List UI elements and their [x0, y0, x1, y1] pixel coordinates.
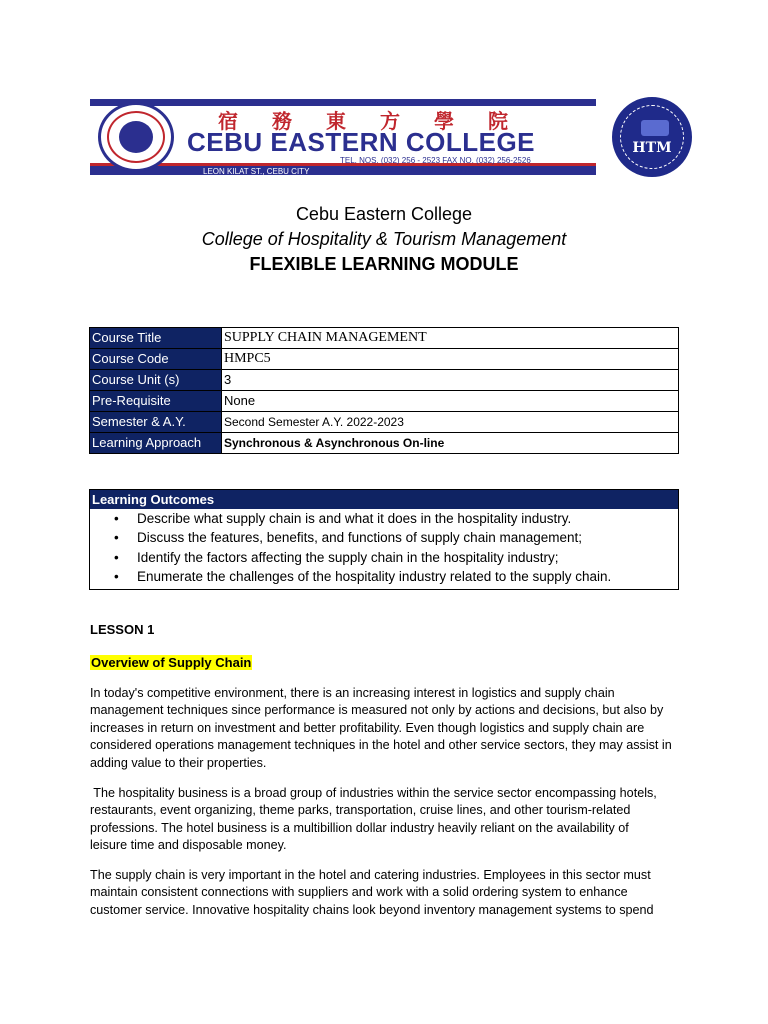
chinese-college-name: 宿務東方學院: [218, 109, 542, 133]
learning-outcomes-list: [90, 509, 678, 589]
course-title-label: Course Title: [90, 328, 222, 349]
lesson-number: LESSON 1: [90, 622, 155, 637]
paragraph-line: restaurants, event organizing, theme parks, transportation, cruise lines, and other tourism-related: [90, 803, 631, 818]
course-code-label: Course Code: [90, 349, 222, 370]
paragraph-line: maintain consistent connections with suppliers and work with a solid ordering system to enhance: [90, 885, 628, 900]
bullet-icon: •: [114, 569, 119, 585]
table-row: [90, 349, 679, 370]
paragraph-line: leisure time and disposable money.: [90, 838, 287, 853]
table-row: [90, 370, 679, 391]
paragraph-line: professions. The hotel business is a multibillion dollar industry heavily reliant on the availability of: [90, 820, 629, 835]
outcome-text: Discuss the features, benefits, and functions of supply chain management;: [137, 530, 583, 546]
college-email: EMAIL: cebueasterncollege1915@yahoo.com: [340, 165, 503, 174]
paragraph-2: [90, 785, 680, 855]
course-unit-value: 3: [222, 370, 679, 391]
outcome-text: Identify the factors affecting the supply chain in the hospitality industry;: [137, 549, 559, 565]
bullet-icon: •: [114, 530, 119, 546]
table-row: [90, 412, 679, 433]
table-row: [90, 391, 679, 412]
htm-logo-icon: [612, 97, 692, 177]
course-code-value: HMPC5: [222, 349, 679, 370]
paragraph-line: The hospitality business is a broad group of industries within the service sector encompassing hotels,: [90, 786, 657, 800]
list-item: [90, 528, 678, 547]
paragraph-line: The supply chain is very important in the hotel and catering industries. Employees in this sector must: [90, 868, 651, 882]
college-contact: [340, 156, 531, 174]
list-item: [90, 509, 678, 528]
htm-logo-text: HTM: [632, 140, 672, 156]
college-address: LEON KILAT ST., CEBU CITY: [203, 167, 310, 176]
document-title-college: Cebu Eastern College: [295, 204, 473, 224]
outcome-text: Enumerate the challenges of the hospitality industry related to the supply chain.: [137, 569, 612, 585]
paragraph-line: management techniques since performance is measured not only by actions and decisions, but also by: [90, 703, 664, 718]
course-info-table: [89, 327, 679, 454]
learning-outcomes-heading: Learning Outcomes: [90, 490, 678, 509]
course-unit-label: Course Unit (s): [90, 370, 222, 391]
college-name: CEBU EASTERN COLLEGE: [187, 127, 536, 157]
table-row: [90, 328, 679, 349]
college-seal-icon: [98, 102, 174, 172]
learning-approach-label: Learning Approach: [90, 433, 222, 454]
paragraph-line: customer service. Innovative hospitality chains look beyond inventory management systems to spend: [90, 902, 654, 917]
section-title: Overview of Supply Chain: [91, 655, 252, 670]
paragraph-line: adding value to their properties.: [90, 755, 267, 770]
document-title-department: College of Hospitality & Tourism Management: [201, 229, 567, 249]
bullet-icon: •: [114, 511, 119, 526]
course-title-value: SUPPLY CHAIN MANAGEMENT: [222, 328, 679, 349]
prerequisite-label: Pre-Requisite: [90, 391, 222, 412]
paragraph-1: [90, 685, 680, 772]
learning-outcomes-box: [89, 489, 679, 590]
outcome-text: Describe what supply chain is and what it does in the hospitality industry.: [137, 511, 572, 526]
college-banner: [90, 99, 596, 175]
list-item: [90, 548, 678, 567]
semester-label: Semester & A.Y.: [90, 412, 222, 433]
learning-approach-value: Synchronous & Asynchronous On-line: [222, 433, 679, 454]
paragraph-line: considered operations management techniques in the hotel and other service sectors, they may assist in: [90, 738, 672, 753]
prerequisite-value: None: [222, 391, 679, 412]
document-title-module: FLEXIBLE LEARNING MODULE: [249, 254, 519, 274]
semester-value: Second Semester A.Y. 2022-2023: [222, 412, 679, 433]
college-phone: TEL. NOS. (032) 256 - 2523 FAX NO. (032) 256-2526: [340, 156, 531, 165]
paragraph-line: In today's competitive environment, there is an increasing interest in logistics and supply chain: [90, 686, 615, 700]
bullet-icon: •: [114, 549, 119, 565]
paragraph-3: [90, 867, 680, 919]
list-item: [90, 567, 678, 586]
paragraph-line: increases in return on investment and better profitability. Even though logistics and supply chain are: [90, 720, 645, 735]
table-row: [90, 433, 679, 454]
